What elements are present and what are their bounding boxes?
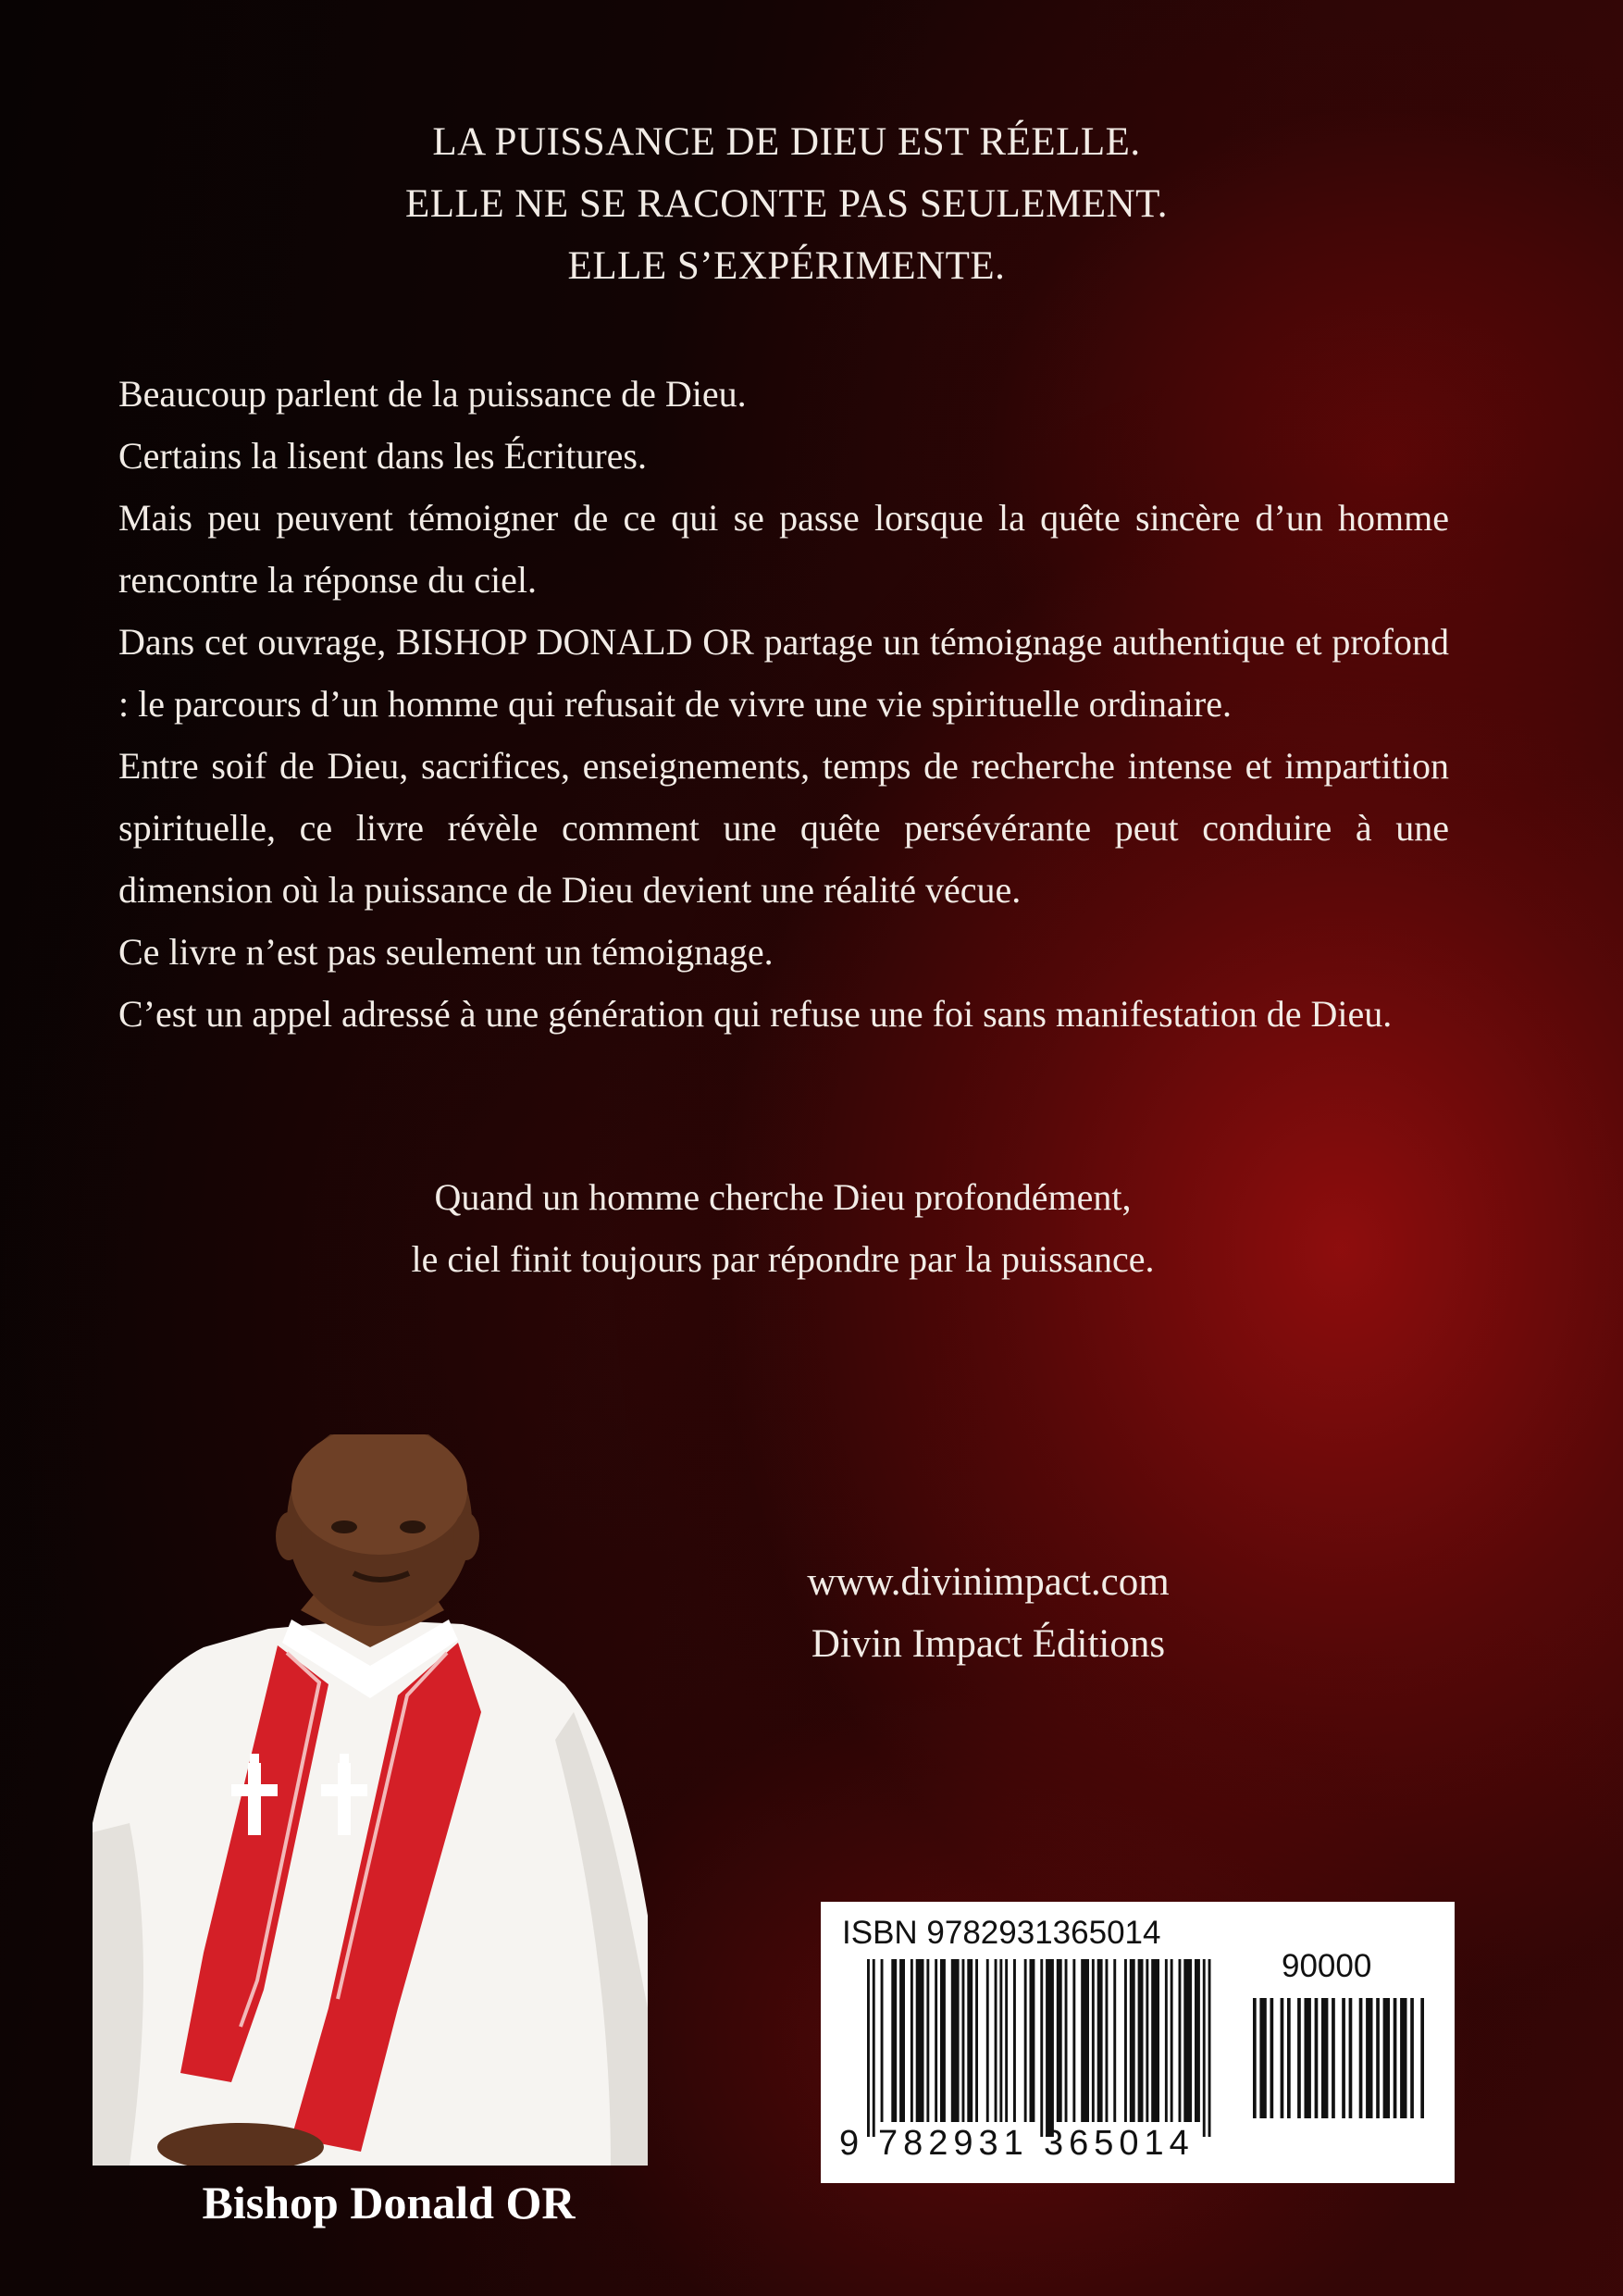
barcode-bars [867, 1959, 1211, 2137]
blurb-paragraph-6: Ce livre n’est pas seulement un témoignage. [118, 931, 774, 973]
headline [0, 111, 1573, 297]
publisher-name: Divin Impact Éditions [811, 1622, 1166, 1666]
headline-line-1: LA PUISSANCE DE DIEU EST RÉELLE. [432, 120, 1141, 164]
closing-line-2: le ciel finit toujours par répondre par la puissance. [411, 1238, 1155, 1280]
blurb-paragraph-1: Beaucoup parlent de la puissance de Dieu. [118, 373, 747, 415]
blurb-paragraph-3: Mais peu peuvent témoigner de ce qui se passe lorsque la quête sincère d’un homme rencontre la réponse du ciel. [118, 497, 1449, 601]
author-photo [93, 1434, 685, 2166]
blurb-paragraph-2: Certains la lisent dans les Écritures. [118, 435, 647, 477]
barcode-digit-first: 9 [839, 2124, 860, 2163]
barcode-digits-right: 365014 [1044, 2124, 1195, 2163]
price-code: 90000 [1282, 1948, 1372, 1984]
isbn-label: ISBN 9782931365014 [842, 1915, 1161, 1951]
barcode-addon-bars [1253, 1998, 1425, 2118]
blurb-paragraph-5: Entre soif de Dieu, sacrifices, enseignements, temps de recherche intense et impartition spirituelle, ce livre révèle comment une quête persévérante peut conduire à une dimension où la puissance de Dieu devient une réalité vécue. [118, 745, 1449, 911]
headline-line-3: ELLE S’EXPÉRIMENTE. [567, 244, 1006, 288]
publisher-info [775, 1551, 1201, 1675]
closing-quote [0, 1166, 1566, 1290]
publisher-website: www.divinimpact.com [807, 1560, 1170, 1604]
barcode-digits-left: 782931 [878, 2124, 1029, 2163]
isbn-barcode [821, 1902, 1455, 2183]
blurb-paragraph-7: C’est un appel adressé à une génération qui refuse une foi sans manifestation de Dieu. [118, 993, 1393, 1035]
back-cover-blurb [118, 363, 1449, 1045]
blurb-paragraph-4: Dans cet ouvrage, BISHOP DONALD OR partage un témoignage authentique et profond : le parcours d’un homme qui refusait de vivre une vie spirituelle ordinaire. [118, 621, 1449, 725]
author-name: Bishop Donald OR [202, 2177, 576, 2228]
headline-line-2: ELLE NE SE RACONTE PAS SEULEMENT. [405, 182, 1168, 226]
closing-line-1: Quand un homme cherche Dieu profondément, [434, 1176, 1132, 1218]
